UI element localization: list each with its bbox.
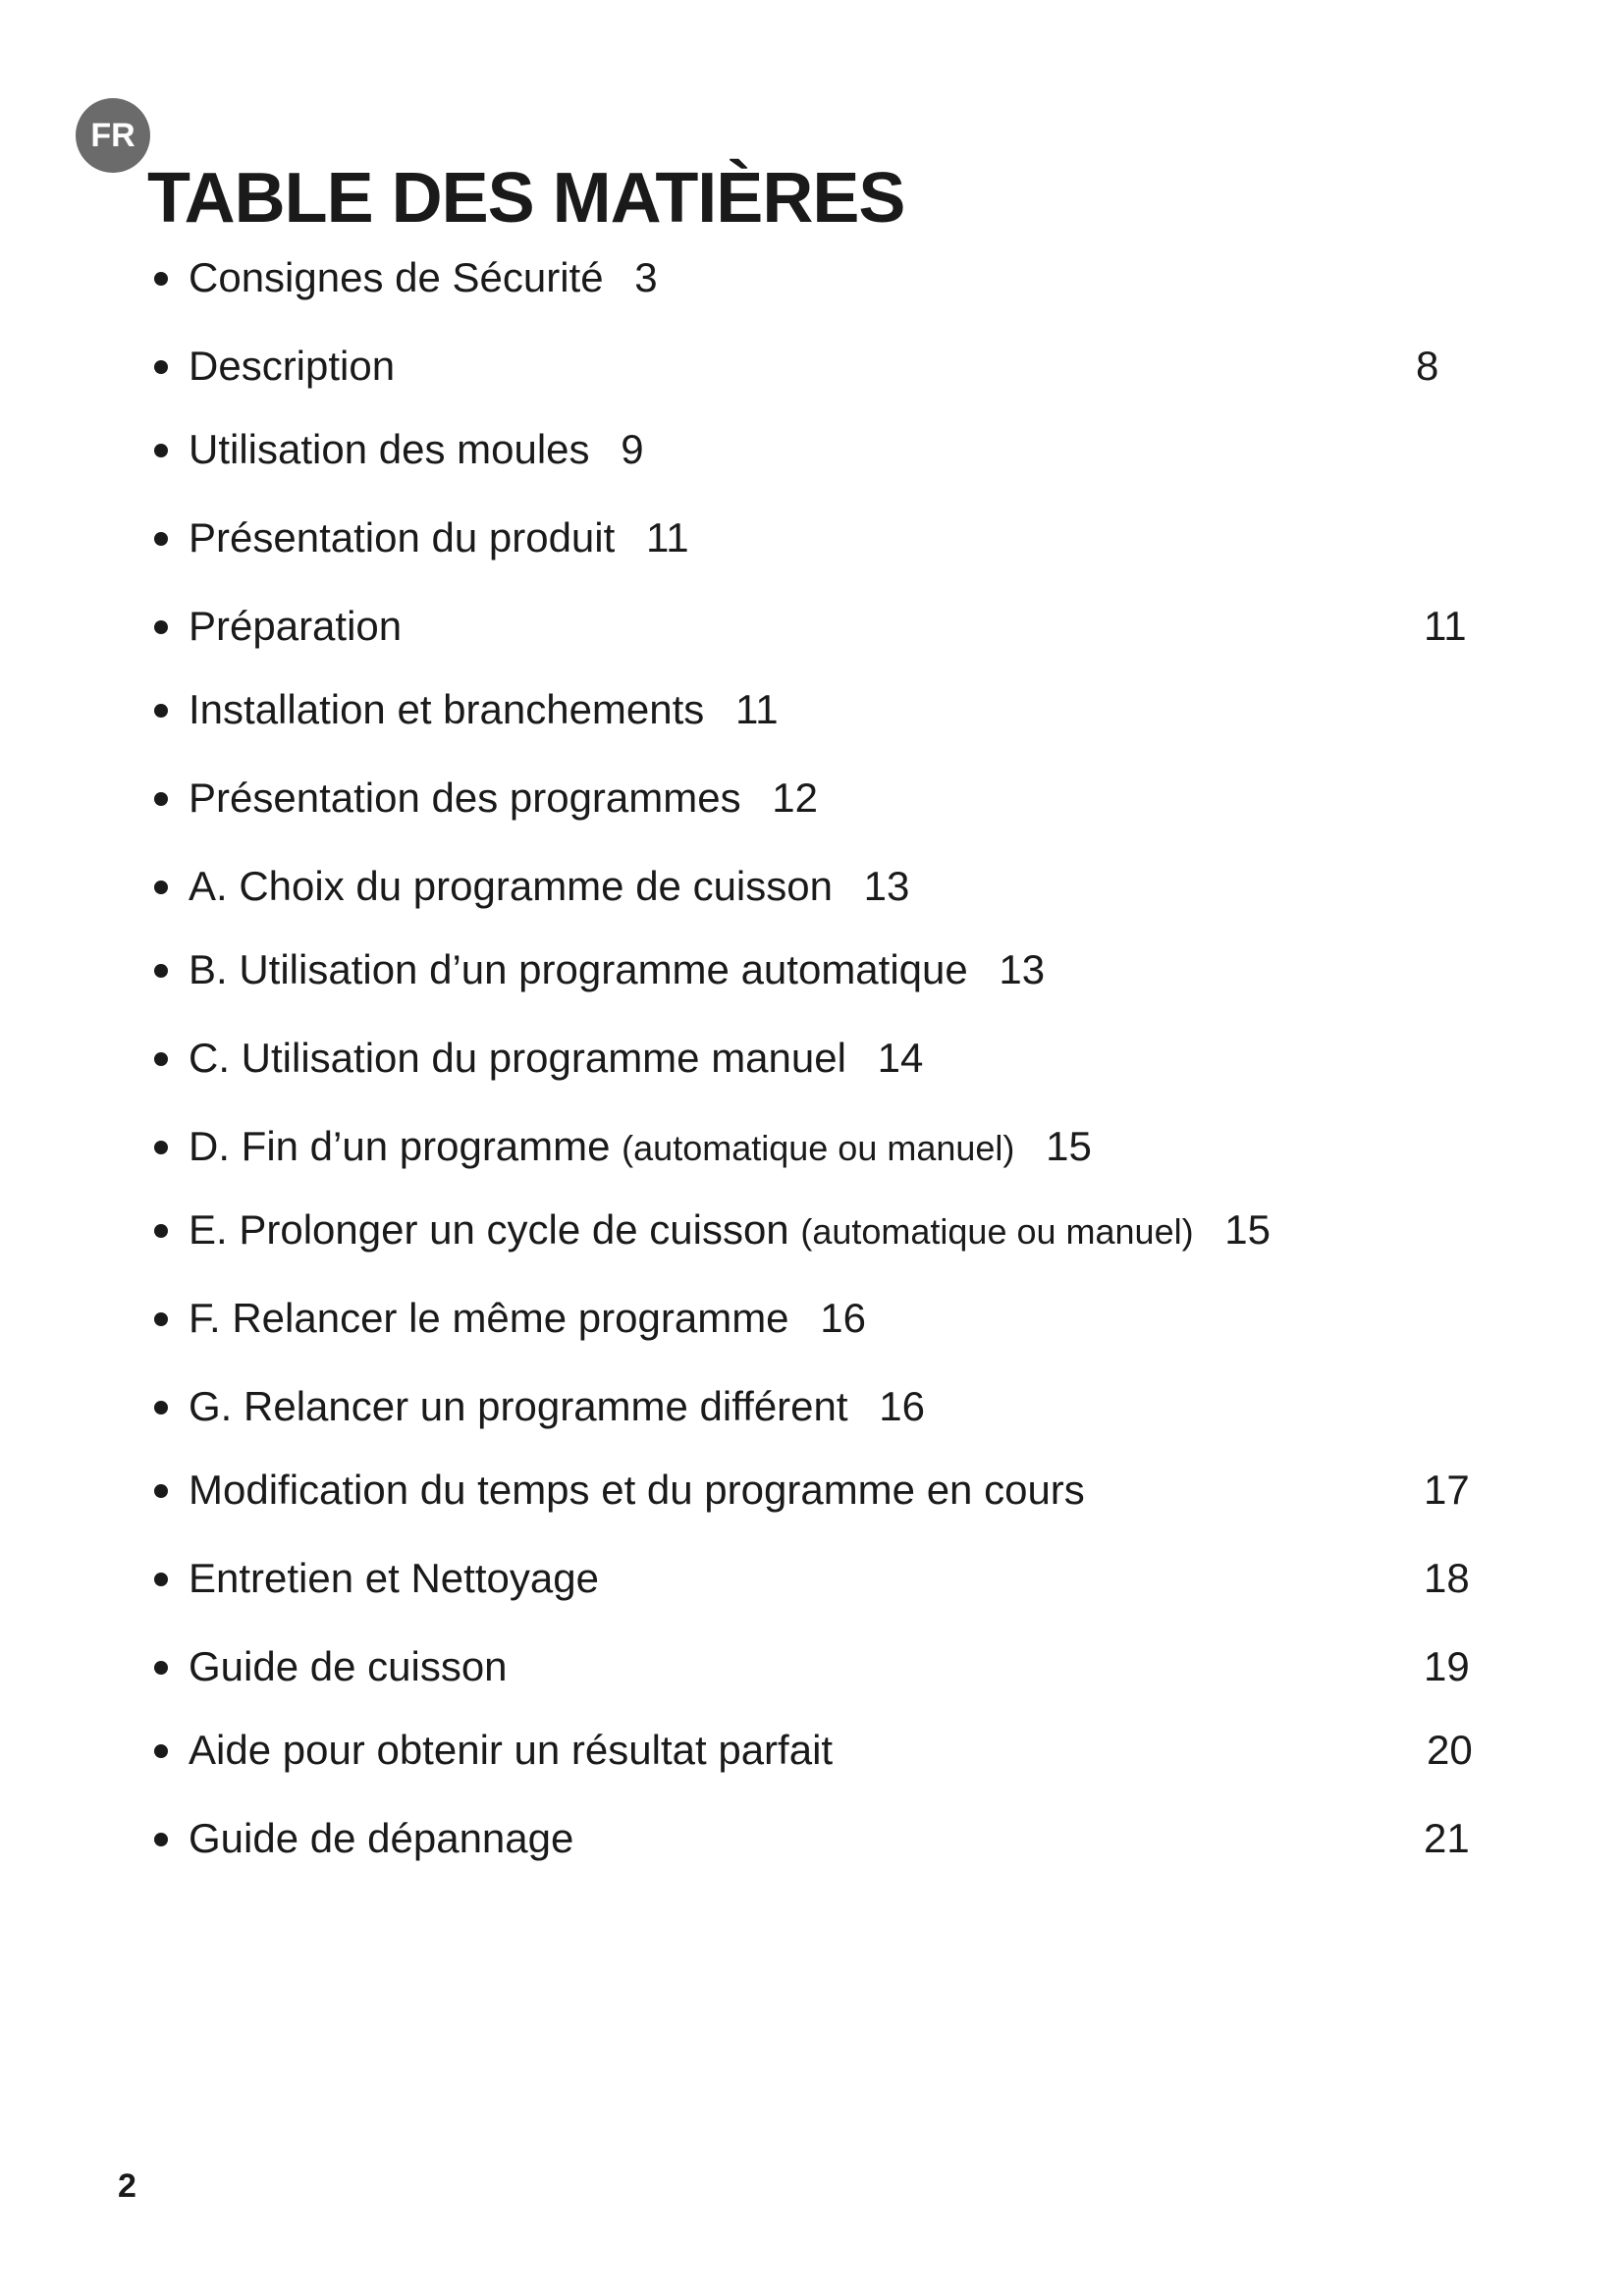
toc-entry-label: C. Utilisation du programme manuel [189, 1035, 846, 1081]
toc-entry-page: 13 [863, 863, 910, 909]
toc-entry-prolonger-cycle[interactable] [147, 1201, 1483, 1259]
bullet-icon [154, 881, 168, 894]
bullet-icon [154, 1224, 168, 1238]
bullet-icon [154, 360, 168, 374]
toc-entry-page: 21 [1424, 1815, 1470, 1861]
toc-entry-installation[interactable] [147, 680, 1483, 739]
toc-entry-aide-resultat[interactable] [147, 1721, 1483, 1780]
toc-entry-page: 20 [1427, 1727, 1473, 1773]
page-title: TABLE DES MATIÈRES [147, 159, 905, 238]
bullet-icon [154, 1401, 168, 1415]
toc-entry-description[interactable] [147, 337, 1483, 396]
toc-entry-label: Modification du temps et du programme en cours [189, 1467, 1085, 1513]
bullet-icon [154, 964, 168, 978]
bullet-icon [154, 704, 168, 718]
toc-entry-relancer-meme[interactable] [147, 1289, 1483, 1348]
bullet-icon [154, 1484, 168, 1498]
toc-entry-label: Entretien et Nettoyage [189, 1555, 599, 1601]
toc-entry-page: 16 [879, 1383, 925, 1429]
toc-entry-programme-automatique[interactable] [147, 940, 1483, 999]
page-number: 2 [118, 2167, 136, 2205]
toc-entry-label: Utilisation des moules [189, 426, 590, 472]
toc-entry-label: Installation et branchements [189, 686, 705, 732]
language-badge: FR [76, 98, 150, 173]
toc-entry-relancer-different[interactable] [147, 1377, 1483, 1436]
toc-entry-label: Guide de dépannage [189, 1815, 574, 1861]
toc-entry-page: 19 [1424, 1643, 1470, 1689]
toc-entry-page: 17 [1424, 1467, 1470, 1513]
bullet-icon [154, 1833, 168, 1846]
toc-entry-preparation[interactable] [147, 597, 1483, 656]
toc-entry-page: 13 [999, 946, 1046, 992]
bullet-icon [154, 1312, 168, 1326]
toc-entry-page: 11 [645, 514, 689, 561]
toc-entry-fin-programme[interactable] [147, 1117, 1483, 1176]
bullet-icon [154, 1744, 168, 1758]
toc-entry-programme-manuel[interactable] [147, 1029, 1483, 1088]
toc-entry-page: 3 [634, 254, 658, 300]
toc-entry-label: F. Relancer le même programme [189, 1295, 789, 1341]
toc-entry-consignes-securite[interactable] [147, 248, 1483, 307]
toc-entry-label: Description [189, 343, 396, 389]
toc-entry-guide-depannage[interactable] [147, 1809, 1483, 1868]
toc-entry-page: 15 [1046, 1123, 1092, 1169]
toc-entry-note: (automatique ou manuel) [622, 1128, 1015, 1168]
toc-entry-page: 15 [1224, 1206, 1271, 1253]
bullet-icon [154, 792, 168, 806]
bullet-icon [154, 444, 168, 457]
toc-entry-page: 8 [1416, 343, 1439, 389]
toc-entry-page: 9 [621, 426, 644, 472]
toc-entry-entretien[interactable] [147, 1549, 1483, 1608]
toc-entry-page: 16 [820, 1295, 866, 1341]
bullet-icon [154, 1052, 168, 1066]
toc-entry-label: Présentation des programmes [189, 774, 741, 821]
toc-entry-label: Aide pour obtenir un résultat parfait [189, 1727, 834, 1773]
toc-entry-label: B. Utilisation d’un programme automatique [189, 946, 968, 992]
bullet-icon [154, 1141, 168, 1154]
bullet-icon [154, 1573, 168, 1586]
toc-entry-presentation-produit[interactable] [147, 508, 1483, 567]
toc-entry-label: E. Prolonger un cycle de cuisson [189, 1206, 789, 1253]
toc-entry-modification-temps[interactable] [147, 1461, 1483, 1520]
toc-entry-label: D. Fin d’un programme [189, 1123, 611, 1169]
bullet-icon [154, 620, 168, 634]
toc-entry-page: 18 [1424, 1555, 1470, 1601]
toc-entry-page: 14 [877, 1035, 924, 1081]
toc-entry-guide-cuisson[interactable] [147, 1637, 1483, 1696]
toc-entry-label: Guide de cuisson [189, 1643, 508, 1689]
toc-entry-page: 12 [772, 774, 819, 821]
toc-entry-label: Préparation [189, 603, 403, 649]
toc-entry-label: Consignes de Sécurité [189, 254, 604, 300]
toc-entry-presentation-programmes[interactable] [147, 769, 1483, 828]
bullet-icon [154, 532, 168, 546]
bullet-icon [154, 1661, 168, 1675]
toc-entry-label: Présentation du produit [189, 514, 616, 561]
bullet-icon [154, 272, 168, 286]
toc-entry-choix-programme[interactable] [147, 857, 1483, 916]
toc-entry-page: 11 [1424, 603, 1467, 649]
toc-entry-utilisation-moules[interactable] [147, 420, 1483, 479]
toc-entry-note: (automatique ou manuel) [800, 1211, 1194, 1252]
toc-entry-page: 11 [734, 686, 779, 732]
toc-entry-label: A. Choix du programme de cuisson [189, 863, 833, 909]
toc-entry-label: G. Relancer un programme différent [189, 1383, 848, 1429]
